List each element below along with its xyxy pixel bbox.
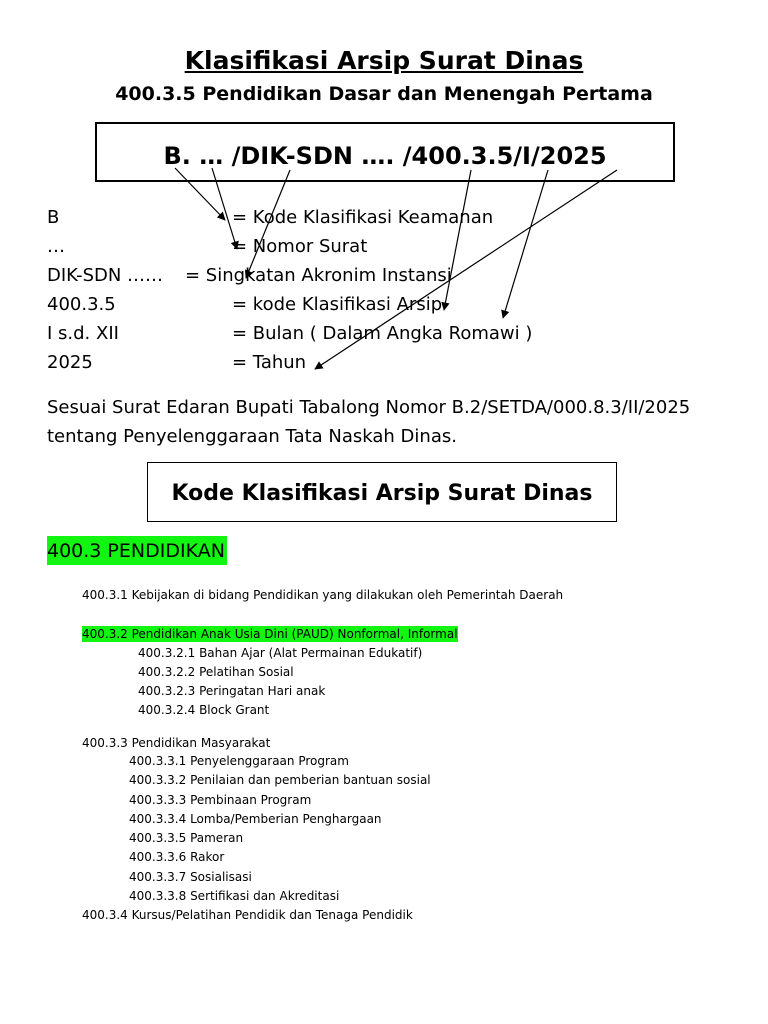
list-item: 400.3.2.1 Bahan Ajar (Alat Permainan Edukatif): [138, 646, 423, 660]
list-item: 400.3.2.2 Pelatihan Sosial: [138, 665, 294, 679]
legend-key: DIK-SDN ……: [47, 265, 164, 286]
list-item: 400.3.3.3 Pembinaan Program: [129, 793, 312, 807]
legend-key: 400.3.5: [47, 294, 116, 315]
letter-number-format-box: [95, 122, 675, 182]
document-title: Klasifikasi Arsip Surat Dinas: [184, 46, 584, 75]
list-item: 400.3.3.7 Sosialisasi: [129, 870, 252, 884]
legend-value: = Singkatan Akronim Instansi: [185, 265, 452, 286]
list-item: 400.3.3.6 Rakor: [129, 850, 225, 864]
section-heading: 400.3 PENDIDIKAN: [47, 536, 227, 565]
legend-value: = Tahun: [232, 352, 307, 373]
classification-box-title: Kode Klasifikasi Arsip Surat Dinas: [171, 481, 593, 506]
legend-key: …: [47, 236, 65, 257]
list-item: 400.3.3.4 Lomba/Pemberian Penghargaan: [129, 812, 382, 826]
legend-key: B: [47, 207, 60, 228]
legend-value: = Nomor Surat: [232, 236, 368, 257]
legend-value: = Kode Klasifikasi Keamanan: [232, 207, 494, 228]
document-subtitle: 400.3.5 Pendidikan Dasar dan Menengah Pertama: [115, 83, 653, 105]
legend-value: = Bulan ( Dalam Angka Romawi ): [232, 323, 533, 344]
legend-key: I s.d. XII: [47, 323, 119, 344]
arrow-line: [503, 170, 548, 318]
list-item: 400.3.2 Pendidikan Anak Usia Dini (PAUD) Nonformal, Informal: [82, 627, 458, 641]
list-item: 400.3.2.4 Block Grant: [138, 703, 270, 717]
list-item: 400.3.3 Pendidikan Masyarakat: [82, 736, 271, 750]
legend-value: = kode Klasifikasi Arsip: [232, 294, 443, 315]
regulation-note: Sesuai Surat Edaran Bupati Tabalong Nomor B.2/SETDA/000.8.3/II/2025 tentang Penyelenggaraan Tata Naskah Dinas.: [47, 397, 691, 447]
classification-box: [147, 462, 617, 522]
list-item: 400.3.1 Kebijakan di bidang Pendidikan yang dilakukan oleh Pemerintah Daerah: [82, 588, 564, 602]
list-item: 400.3.4 Kursus/Pelatihan Pendidik dan Tenaga Pendidik: [82, 908, 413, 922]
legend-key: 2025: [47, 352, 93, 373]
list-item: 400.3.3.2 Penilaian dan pemberian bantuan sosial: [129, 773, 431, 787]
list-item: 400.3.2.3 Peringatan Hari anak: [138, 684, 326, 698]
arrow-line: [444, 170, 471, 310]
list-item: 400.3.3.5 Pameran: [129, 831, 244, 845]
list-item: 400.3.3.8 Sertifikasi dan Akreditasi: [129, 889, 340, 903]
letter-number-format: B. … /DIK-SDN …. /400.3.5/I/2025: [163, 142, 607, 170]
list-item: 400.3.3.1 Penyelenggaraan Program: [129, 754, 349, 768]
